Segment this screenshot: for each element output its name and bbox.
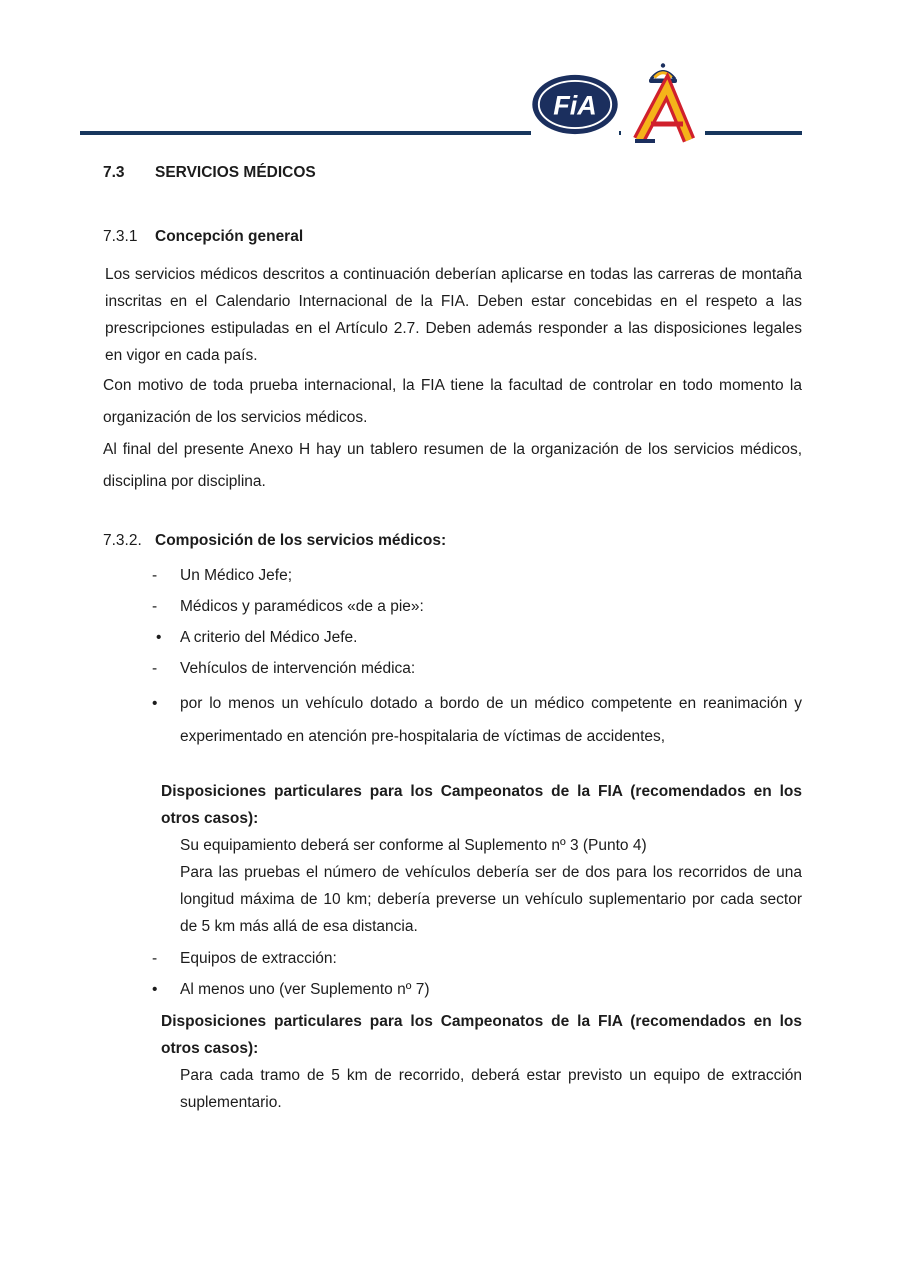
section-heading [103,164,802,182]
list-bullet: - [152,660,158,677]
list-bullet: - [152,950,158,967]
fia-logo [531,74,619,135]
disposiciones-body [103,832,802,940]
disposiciones-line: Su equipamiento deberá ser conforme al Suplemento nº 3 (Punto 4) [180,837,647,854]
paragraph: Al final del presente Anexo H hay un tablero resumen de la organización de los servicios médicos, disciplina por disciplina. [103,441,802,490]
fia-logo-text: FiA [553,90,597,121]
paragraph: Los servicios médicos descritos a continuación deberían aplicarse en todas las carreras de montaña inscritas en el Calendario Internacional de la FIA. Deben estar concebidas en el respeto a las prescripciones estipuladas en el Artículo 2.7. Deben además responder a las disposiciones legales en vigor en cada país. [105,266,802,364]
content-column [103,164,802,1116]
rfeda-logo-icon [621,62,705,144]
list-item-text: Al menos uno (ver Suplemento nº 7) [180,981,430,998]
list-item-text: Equipos de extracción: [180,950,337,967]
list-item-text: por lo menos un vehículo dotado a bordo de un médico competente en reanimación y experimentado en atención pre-hospitalaria de víctimas de accidentes, [180,695,802,745]
section-title: SERVICIOS MÉDICOS [155,164,316,181]
rfeda-logo [621,62,705,144]
subsection-731-number: 7.3.1 [103,228,138,245]
list-item-text: A criterio del Médico Jefe. [180,629,358,646]
list-item-text: Vehículos de intervención médica: [180,660,416,677]
disposiciones-title: Disposiciones particulares para los Campeonatos de la FIA (recomendados en los otros casos): [161,783,802,827]
composition-list [103,563,802,753]
subsection-732-title: Composición de los servicios médicos: [155,532,447,549]
list-item [152,687,802,753]
list-bullet: - [152,567,158,584]
subsection-732-number: 7.3.2. [103,532,142,549]
list-bullet: • [152,981,158,998]
fia-logo-icon [531,74,619,135]
list-item [152,977,802,1003]
disposiciones-body-text: Para cada tramo de 5 km de recorrido, deberá estar previsto un equipo de extracción suplementario. [180,1067,802,1111]
list-bullet: - [152,598,158,615]
list-item [152,563,802,589]
list-bullet: • [156,629,162,646]
list-item-text: Un Médico Jefe; [180,567,292,584]
extraction-list [103,946,802,1003]
list-item [152,656,802,682]
subsection-732-heading [103,532,802,550]
disposiciones-line: Para las pruebas el número de vehículos debería ser de dos para los recorridos de una longitud máxima de 10 km; debería preverse un vehículo suplementario por cada sector de 5 km más allá de esa distancia. [180,864,802,935]
list-item-text: Médicos y paramédicos «de a pie»: [180,598,424,615]
list-bullet: • [152,695,158,712]
section-number: 7.3 [103,164,125,181]
subsection-731-title: Concepción general [155,228,304,245]
list-item [156,625,802,651]
list-item [152,594,802,620]
paragraph: Con motivo de toda prueba internacional, la FIA tiene la facultad de controlar en todo momento la organización de los servicios médicos. [103,377,802,426]
disposiciones-title: Disposiciones particulares para los Campeonatos de la FIA (recomendados en los otros casos): [161,1013,802,1057]
list-item [152,946,802,972]
subsection-731-heading [103,228,802,246]
